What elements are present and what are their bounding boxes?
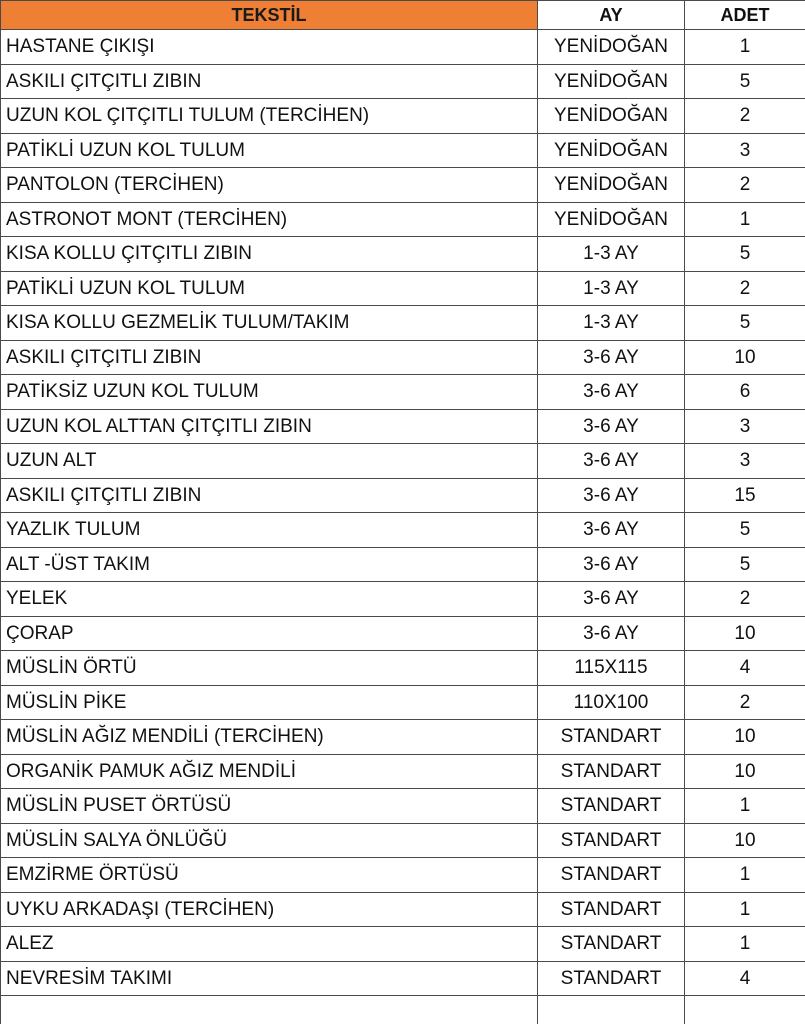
table-row [1, 340, 805, 375]
cell-ay[interactable]: YENİDOĞAN [538, 202, 685, 237]
cell-item[interactable]: PATİKLİ UZUN KOL TULUM [1, 133, 538, 168]
cell-ay[interactable]: STANDART [538, 858, 685, 893]
table-row [1, 823, 805, 858]
table-row [1, 237, 805, 272]
cell-item[interactable]: MÜSLİN SALYA ÖNLÜĞÜ [1, 823, 538, 858]
cell-item[interactable]: MÜSLİN PİKE [1, 685, 538, 720]
cell-adet[interactable]: 3 [685, 444, 805, 479]
cell-item[interactable]: HASTANE ÇIKIŞI [1, 30, 538, 65]
cell-adet[interactable]: 15 [685, 478, 805, 513]
cell-item[interactable]: YAZLIK TULUM [1, 513, 538, 548]
cell-ay[interactable]: 3-6 AY [538, 547, 685, 582]
empty-cell-adet[interactable] [685, 996, 805, 1024]
cell-ay[interactable]: STANDART [538, 823, 685, 858]
table-row [1, 444, 805, 479]
table-row [1, 616, 805, 651]
table-row [1, 651, 805, 686]
table-row [1, 547, 805, 582]
cell-adet[interactable]: 6 [685, 375, 805, 410]
empty-row [1, 996, 805, 1024]
cell-ay[interactable]: 3-6 AY [538, 478, 685, 513]
cell-adet[interactable]: 1 [685, 858, 805, 893]
cell-item[interactable]: MÜSLİN PUSET ÖRTÜSÜ [1, 789, 538, 824]
header-row [1, 1, 805, 30]
cell-adet[interactable]: 2 [685, 582, 805, 617]
cell-ay[interactable]: STANDART [538, 927, 685, 962]
cell-item[interactable]: ASTRONOT MONT (TERCİHEN) [1, 202, 538, 237]
cell-item[interactable]: ORGANİK PAMUK AĞIZ MENDİLİ [1, 754, 538, 789]
cell-ay[interactable]: 110X100 [538, 685, 685, 720]
cell-adet[interactable]: 10 [685, 720, 805, 755]
empty-cell-ay[interactable] [538, 996, 685, 1024]
cell-item[interactable]: PANTOLON (TERCİHEN) [1, 168, 538, 203]
table-body [1, 30, 805, 1024]
table-row [1, 409, 805, 444]
cell-item[interactable]: EMZİRME ÖRTÜSÜ [1, 858, 538, 893]
header-item-cell[interactable]: TEKSTİL [1, 1, 538, 30]
cell-item[interactable]: UZUN KOL ALTTAN ÇITÇITLI ZIBIN [1, 409, 538, 444]
cell-adet[interactable]: 5 [685, 547, 805, 582]
cell-ay[interactable]: YENİDOĞAN [538, 168, 685, 203]
cell-adet[interactable]: 1 [685, 892, 805, 927]
empty-cell-item[interactable] [1, 996, 538, 1024]
cell-ay[interactable]: YENİDOĞAN [538, 133, 685, 168]
cell-item[interactable]: YELEK [1, 582, 538, 617]
table-row [1, 720, 805, 755]
cell-adet[interactable]: 10 [685, 754, 805, 789]
cell-item[interactable]: UZUN KOL ÇITÇITLI TULUM (TERCİHEN) [1, 99, 538, 134]
cell-ay[interactable]: YENİDOĞAN [538, 30, 685, 65]
cell-item[interactable]: PATİKLİ UZUN KOL TULUM [1, 271, 538, 306]
cell-item[interactable]: UZUN ALT [1, 444, 538, 479]
cell-adet[interactable]: 1 [685, 202, 805, 237]
cell-adet[interactable]: 4 [685, 961, 805, 996]
cell-item[interactable]: MÜSLİN AĞIZ MENDİLİ (TERCİHEN) [1, 720, 538, 755]
cell-item[interactable]: ALEZ [1, 927, 538, 962]
table-row [1, 789, 805, 824]
cell-ay[interactable]: 1-3 AY [538, 237, 685, 272]
cell-ay[interactable]: 3-6 AY [538, 340, 685, 375]
table-row [1, 754, 805, 789]
cell-item[interactable]: KISA KOLLU ÇITÇITLI ZIBIN [1, 237, 538, 272]
cell-adet[interactable]: 10 [685, 823, 805, 858]
cell-ay[interactable]: STANDART [538, 754, 685, 789]
table-row [1, 202, 805, 237]
table-row [1, 168, 805, 203]
cell-ay[interactable]: YENİDOĞAN [538, 64, 685, 99]
cell-adet[interactable]: 5 [685, 237, 805, 272]
table-row [1, 99, 805, 134]
cell-item[interactable]: ASKILI ÇITÇITLI ZIBIN [1, 64, 538, 99]
table-row [1, 513, 805, 548]
cell-adet[interactable]: 1 [685, 927, 805, 962]
cell-adet[interactable]: 1 [685, 789, 805, 824]
cell-item[interactable]: UYKU ARKADAŞI (TERCİHEN) [1, 892, 538, 927]
cell-ay[interactable]: 3-6 AY [538, 616, 685, 651]
cell-adet[interactable]: 2 [685, 271, 805, 306]
cell-ay[interactable]: 3-6 AY [538, 582, 685, 617]
table-row [1, 478, 805, 513]
cell-adet[interactable]: 2 [685, 685, 805, 720]
cell-item[interactable]: ÇORAP [1, 616, 538, 651]
cell-ay[interactable]: 1-3 AY [538, 306, 685, 341]
cell-adet[interactable]: 5 [685, 306, 805, 341]
cell-adet[interactable]: 3 [685, 409, 805, 444]
cell-ay[interactable]: STANDART [538, 720, 685, 755]
cell-adet[interactable]: 4 [685, 651, 805, 686]
cell-ay[interactable]: 3-6 AY [538, 444, 685, 479]
cell-item[interactable]: PATİKSİZ UZUN KOL TULUM [1, 375, 538, 410]
table-row [1, 685, 805, 720]
cell-ay[interactable]: 3-6 AY [538, 375, 685, 410]
cell-adet[interactable]: 2 [685, 99, 805, 134]
cell-ay[interactable]: STANDART [538, 961, 685, 996]
cell-adet[interactable]: 3 [685, 133, 805, 168]
cell-adet[interactable]: 2 [685, 168, 805, 203]
cell-ay[interactable]: 115X115 [538, 651, 685, 686]
table-row [1, 271, 805, 306]
table-row [1, 64, 805, 99]
cell-adet[interactable]: 10 [685, 340, 805, 375]
header-adet-cell[interactable]: ADET [685, 1, 805, 30]
cell-adet[interactable]: 1 [685, 30, 805, 65]
cell-adet[interactable]: 5 [685, 64, 805, 99]
cell-ay[interactable]: 1-3 AY [538, 271, 685, 306]
cell-item[interactable]: NEVRESİM TAKIMI [1, 961, 538, 996]
table-row [1, 892, 805, 927]
cell-item[interactable]: MÜSLİN ÖRTÜ [1, 651, 538, 686]
cell-ay[interactable]: 3-6 AY [538, 409, 685, 444]
table-row [1, 133, 805, 168]
cell-ay[interactable]: 3-6 AY [538, 513, 685, 548]
table-row [1, 582, 805, 617]
cell-adet[interactable]: 5 [685, 513, 805, 548]
cell-item[interactable]: ASKILI ÇITÇITLI ZIBIN [1, 478, 538, 513]
cell-item[interactable]: KISA KOLLU GEZMELİK TULUM/TAKIM [1, 306, 538, 341]
table-row [1, 961, 805, 996]
cell-item[interactable]: ASKILI ÇITÇITLI ZIBIN [1, 340, 538, 375]
cell-adet[interactable]: 10 [685, 616, 805, 651]
cell-item[interactable]: ALT -ÜST TAKIM [1, 547, 538, 582]
table-row [1, 858, 805, 893]
cell-ay[interactable]: STANDART [538, 789, 685, 824]
cell-ay[interactable]: YENİDOĞAN [538, 99, 685, 134]
table-row [1, 306, 805, 341]
table-row [1, 30, 805, 65]
header-ay-cell[interactable]: AY [538, 1, 685, 30]
cell-ay[interactable]: STANDART [538, 892, 685, 927]
table-row [1, 927, 805, 962]
table-row [1, 375, 805, 410]
